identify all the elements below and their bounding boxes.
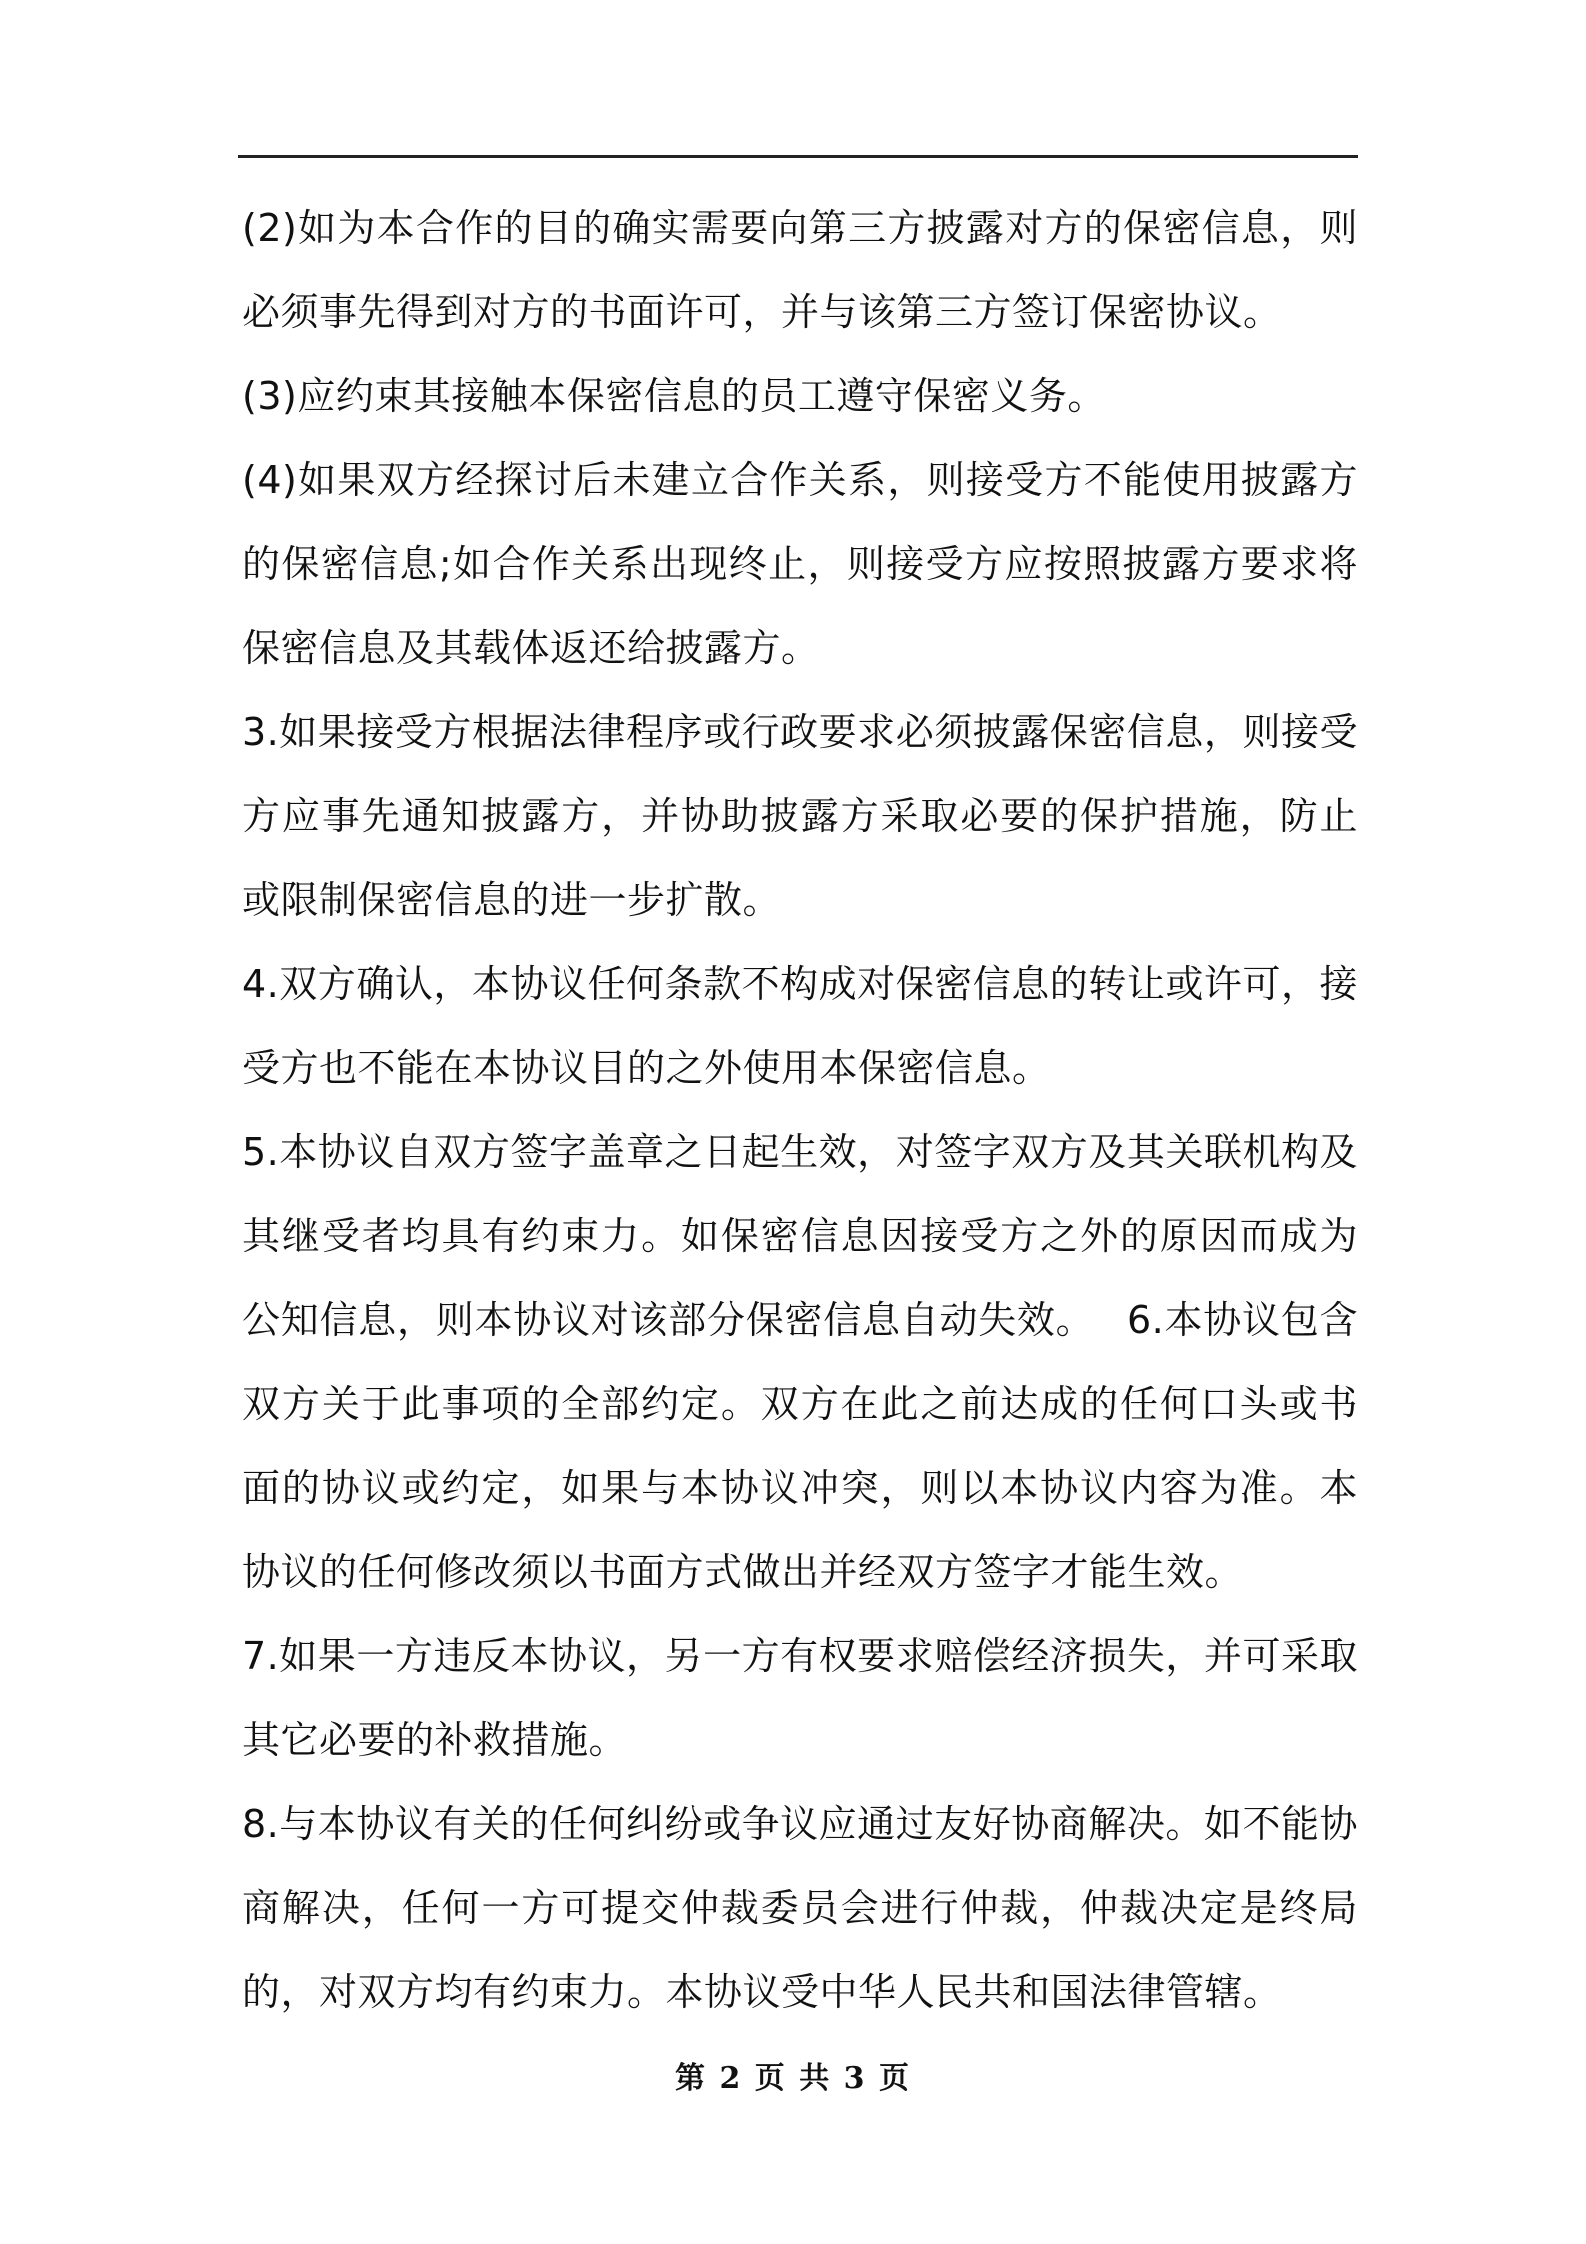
paragraph-3: 3.如果接受方根据法律程序或行政要求必须披露保密信息，则接受方应事先通知披露方，并协助披露方采取必要的保护措施，防止或限制保密信息的进一步扩散。 <box>242 710 1358 922</box>
page-number: 第 2 页 共 3 页 <box>675 2061 911 2096</box>
paragraph-7: 7.如果一方违反本协议，另一方有权要求赔偿经济损失，并可采取其它必要的补救措施。 <box>242 1634 1358 1762</box>
paragraph-2-3: (3)应约束其接触本保密信息的员工遵守保密义务。 <box>242 374 1106 418</box>
paragraph-8: 8.与本协议有关的任何纠纷或争议应通过友好协商解决。如不能协商解决，任何一方可提交仲裁委员会进行仲裁，仲裁决定是终局的，对双方均有约束力。本协议受中华人民共和国法律管辖。 <box>242 1802 1358 2014</box>
paragraph-4: 4.双方确认，本协议任何条款不构成对保密信息的转让或许可，接受方也不能在本协议目的之外使用本保密信息。 <box>242 962 1358 1090</box>
header-rule <box>238 155 1358 158</box>
paragraph-2-4: (4)如果双方经探讨后未建立合作关系，则接受方不能使用披露方的保密信息;如合作关系出现终止，则接受方应按照披露方要求将保密信息及其载体返还给披露方。 <box>242 458 1358 670</box>
paragraph-2-2: (2)如为本合作的目的确实需要向第三方披露对方的保密信息，则必须事先得到对方的书面许可，并与该第三方签订保密协议。 <box>242 206 1358 334</box>
document-body <box>242 186 1358 2034</box>
paragraph-5-6: 5.本协议自双方签字盖章之日起生效，对签字双方及其关联机构及其继受者均具有约束力。如保密信息因接受方之外的原因而成为公知信息，则本协议对该部分保密信息自动失效。 6.本协议包含双方关于此事项的全部约定。双方在此之前达成的任何口头或书面的协议或约定，如果与本协议冲突，则以本协议内容为准。本协议的任何修改须以书面方式做出并经双方签字才能生效。 <box>242 1130 1358 1594</box>
